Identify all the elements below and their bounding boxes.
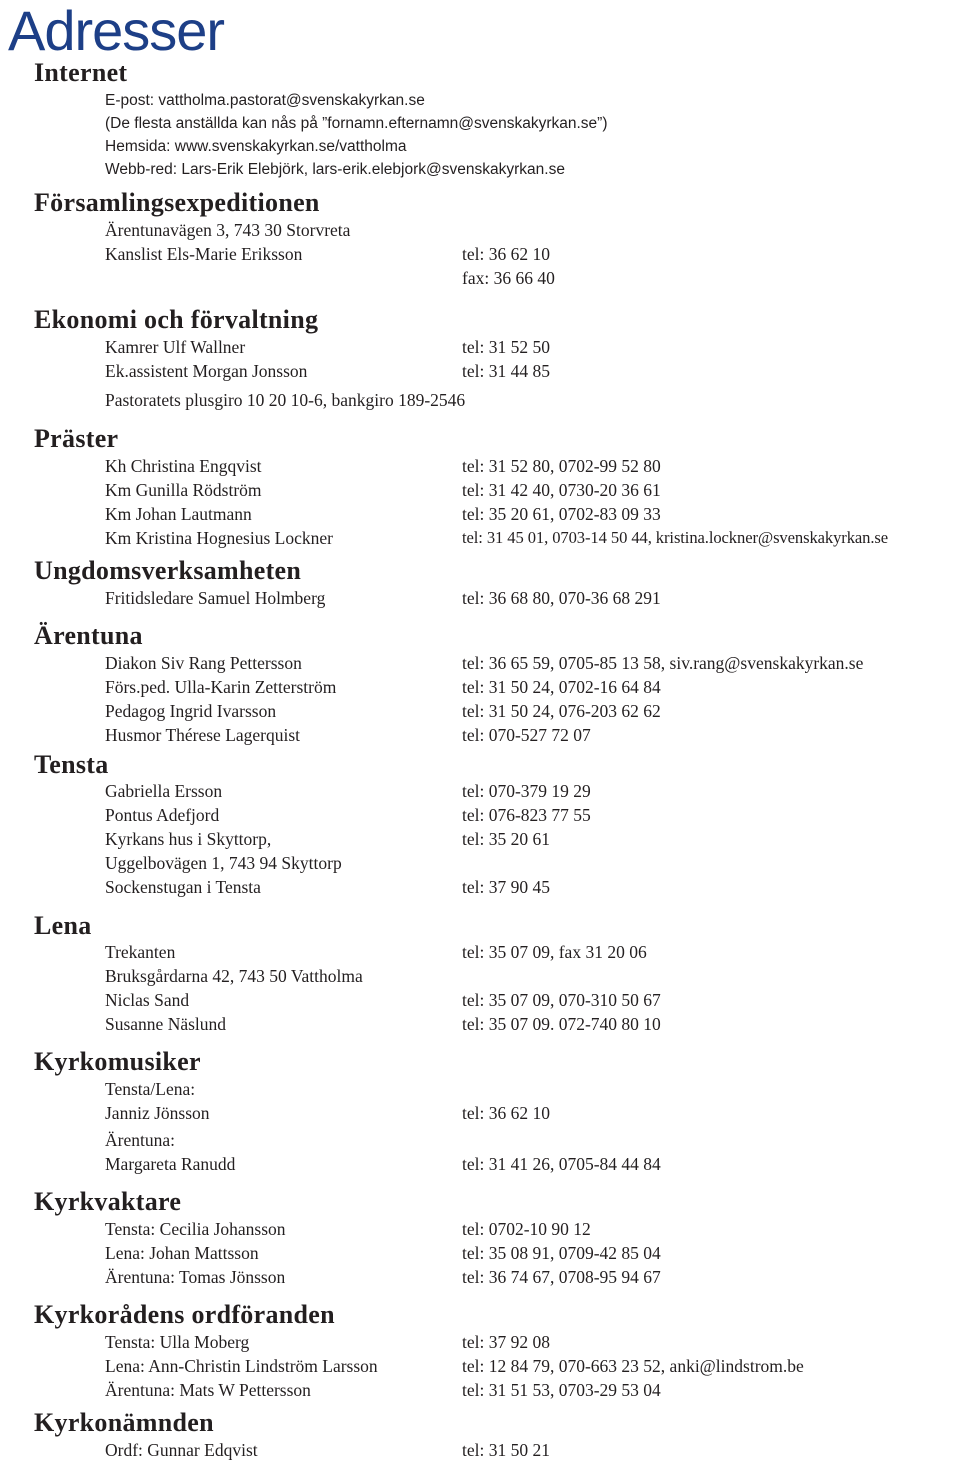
contact-phone: tel: 35 20 61, 0702-83 09 33: [462, 504, 661, 524]
contact-name: Km Gunilla Rödström: [105, 480, 262, 500]
contact-name: Kh Christina Engqvist: [105, 456, 262, 476]
contact-name: Husmor Thérese Lagerquist: [105, 725, 301, 745]
section-heading-arentuna: Ärentuna: [34, 621, 143, 650]
contact-phone: tel: 31 41 26, 0705-84 44 84: [462, 1154, 661, 1174]
contact-name: Ek.assistent Morgan Jonsson: [105, 361, 308, 381]
email-line: E-post: vattholma.pastorat@svenskakyrkan.se: [105, 92, 425, 109]
contact-address: Uggelbovägen 1, 743 94 Skyttorp: [105, 853, 342, 873]
contact-name: Ordf: Gunnar Edqvist: [105, 1440, 258, 1460]
contact-phone: tel: 076-823 77 55: [462, 805, 591, 825]
contact-name: Km Johan Lautmann: [105, 504, 252, 524]
contact-phone: tel: 31 52 50: [462, 337, 550, 357]
section-heading-internet: Internet: [34, 58, 128, 87]
contact-phone: tel: 35 07 09, 070-310 50 67: [462, 990, 661, 1010]
section-heading-kyrkonamnden: Kyrkonämnden: [34, 1408, 214, 1437]
contact-name: Gabriella Ersson: [105, 781, 223, 801]
contact-phone: tel: 37 90 45: [462, 877, 550, 897]
contact-name: Susanne Näslund: [105, 1014, 227, 1034]
kanslist-name: Kanslist Els-Marie Eriksson: [105, 244, 303, 264]
contact-name: Janniz Jönsson: [105, 1103, 210, 1123]
section-heading-lena: Lena: [34, 911, 92, 940]
contact-name: Pedagog Ingrid Ivarsson: [105, 701, 277, 721]
contact-phone: tel: 12 84 79, 070-663 23 52, anki@lindstrom.be: [462, 1356, 804, 1376]
contact-phone: tel: 070-379 19 29: [462, 781, 591, 801]
contact-phone: tel: 070-527 72 07: [462, 725, 591, 745]
contact-phone: tel: 35 07 09, fax 31 20 06: [462, 942, 647, 962]
staff-email-note: (De flesta anställda kan nås på ”fornamn.efternamn@svenskakyrkan.se”): [105, 115, 608, 132]
contact-phone: tel: 36 74 67, 0708-95 94 67: [462, 1267, 661, 1287]
webb-red-line: Webb-red: Lars-Erik Elebjörk, lars-erik.elebjork@svenskakyrkan.se: [105, 161, 565, 178]
contact-name: Sockenstugan i Tensta: [105, 877, 261, 897]
section-heading-kyrkvaktare: Kyrkvaktare: [34, 1187, 182, 1216]
contact-name: Trekanten: [105, 942, 176, 962]
expedition-address: Ärentunavägen 3, 743 30 Storvreta: [105, 220, 351, 240]
contact-phone: tel: 31 50 21: [462, 1440, 550, 1460]
giro-line: Pastoratets plusgiro 10 20 10-6, bankgiro 189-2546: [105, 390, 466, 410]
contact-phone: tel: 36 65 59, 0705-85 13 58, siv.rang@svenskakyrkan.se: [462, 653, 864, 673]
subgroup-label: Tensta/Lena:: [105, 1079, 196, 1099]
contact-phone: tel: 36 68 80, 070-36 68 291: [462, 588, 661, 608]
contact-phone: tel: 36 62 10: [462, 1103, 550, 1123]
contact-name: Pontus Adefjord: [105, 805, 220, 825]
homepage-line: Hemsida: www.svenskakyrkan.se/vattholma: [105, 138, 407, 155]
contact-phone: tel: 31 50 24, 076-203 62 62: [462, 701, 661, 721]
contact-name: Lena: Ann-Christin Lindström Larsson: [105, 1356, 378, 1376]
section-heading-expedition: Församlingsexpeditionen: [34, 188, 320, 217]
contact-phone: tel: 35 20 61: [462, 829, 550, 849]
contact-phone: tel: 31 52 80, 0702-99 52 80: [462, 456, 661, 476]
contact-name: Niclas Sand: [105, 990, 190, 1010]
contact-phone: tel: 37 92 08: [462, 1332, 550, 1352]
contact-phone: tel: 35 08 91, 0709-42 85 04: [462, 1243, 661, 1263]
contact-phone: tel: 0702-10 90 12: [462, 1219, 591, 1239]
section-heading-kyrkorad: Kyrkorådens ordföranden: [34, 1300, 335, 1329]
contact-phone: tel: 31 45 01, 0703-14 50 44, kristina.lockner@svenskakyrkan.se: [462, 528, 889, 547]
contact-phone: tel: 31 44 85: [462, 361, 550, 381]
contact-name: Förs.ped. Ulla-Karin Zetterström: [105, 677, 337, 697]
section-heading-ungdom: Ungdomsverksamheten: [34, 556, 302, 585]
contact-address: Bruksgårdarna 42, 743 50 Vattholma: [105, 966, 363, 986]
contact-name: Kamrer Ulf Wallner: [105, 337, 246, 357]
subgroup-label: Ärentuna:: [105, 1130, 175, 1150]
contact-name: Margareta Ranudd: [105, 1154, 236, 1174]
section-heading-praster: Präster: [34, 424, 119, 453]
contact-name: Ärentuna: Tomas Jönsson: [105, 1267, 286, 1287]
contact-name: Diakon Siv Rang Pettersson: [105, 653, 302, 673]
page-title: Adresser: [8, 0, 225, 62]
section-heading-tensta: Tensta: [34, 750, 109, 779]
contact-phone: tel: 31 50 24, 0702-16 64 84: [462, 677, 661, 697]
contact-name: Fritidsledare Samuel Holmberg: [105, 588, 326, 608]
contact-phone: tel: 31 42 40, 0730-20 36 61: [462, 480, 661, 500]
section-heading-ekonomi: Ekonomi och förvaltning: [34, 305, 319, 334]
kanslist-tel: tel: 36 62 10: [462, 244, 550, 264]
contact-phone: tel: 31 51 53, 0703-29 53 04: [462, 1380, 661, 1400]
section-heading-kyrkomusiker: Kyrkomusiker: [34, 1047, 201, 1076]
contact-name: Lena: Johan Mattsson: [105, 1243, 259, 1263]
contact-name: Ärentuna: Mats W Pettersson: [105, 1380, 311, 1400]
contact-name: Kyrkans hus i Skyttorp,: [105, 829, 272, 849]
contact-name: Tensta: Ulla Moberg: [105, 1332, 250, 1352]
expedition-fax: fax: 36 66 40: [462, 268, 555, 288]
contact-phone: tel: 35 07 09. 072-740 80 10: [462, 1014, 661, 1034]
contact-name: Km Kristina Hognesius Lockner: [105, 528, 333, 548]
contact-name: Tensta: Cecilia Johansson: [105, 1219, 286, 1239]
